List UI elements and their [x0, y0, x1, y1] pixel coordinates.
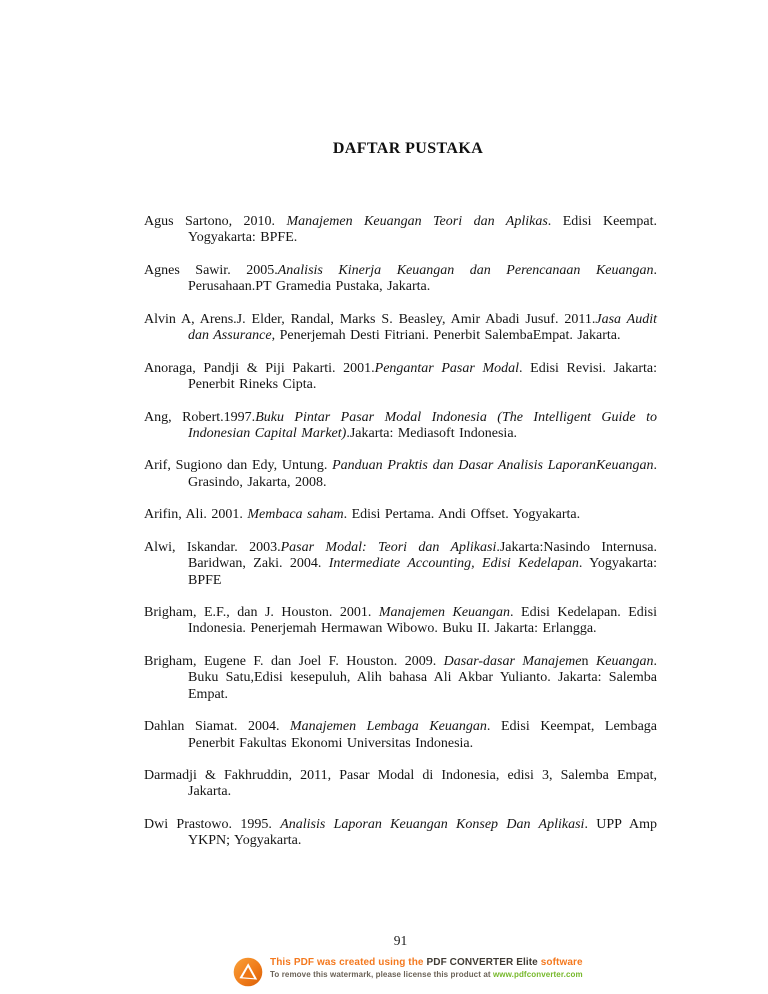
reference-entry — [144, 540, 657, 589]
reference-text: Arif, Sugiono dan Edy, Untung. — [144, 458, 333, 474]
page-number: 91 — [393, 933, 408, 948]
reference-list — [144, 214, 657, 866]
reference-title-italic: Analisis Kinerja Keuangan dan Perencanaan Keuangan — [277, 262, 654, 278]
reference-text: n — [581, 654, 596, 670]
pdf-converter-watermark — [233, 956, 583, 987]
reference-entry — [144, 312, 657, 345]
reference-text: . Edisi Revisi. Jakarta: Penerbit Rineks Cipta. — [188, 360, 657, 392]
reference-title-italic: Membaca saham — [247, 507, 344, 523]
reference-text: Arifin, Ali. 2001. — [144, 507, 248, 523]
reference-text: . UPP Amp YKPN; Yogyakarta. — [188, 816, 657, 849]
watermark-line1-suffix: software — [537, 957, 583, 968]
pdfconverter-link[interactable]: www.pdfconverter.com — [492, 970, 583, 979]
reference-text: Agnes Sawir. 2005. — [144, 262, 278, 278]
reference-title-italic: Keuangan — [595, 654, 654, 670]
reference-text: Alvin A, Arens.J. Elder, Randal, Marks S. Beasley, Amir Abadi Jusuf. 2011. — [144, 311, 596, 327]
reference-entry — [144, 817, 657, 850]
pdf-converter-logo-icon — [233, 957, 263, 987]
reference-title-italic: Manajemen Keuangan Teori dan Aplikas — [286, 214, 548, 229]
watermark-line1-prefix: This PDF was created using the — [270, 957, 427, 968]
watermark-line1 — [270, 957, 583, 968]
reference-text: . Edisi Keempat. Yogyakarta: BPFE. — [188, 214, 658, 246]
reference-entry — [144, 410, 657, 443]
reference-text: Dwi Prastowo. 1995. — [144, 816, 281, 832]
reference-entry — [144, 361, 657, 394]
reference-text: Dahlan Siamat. 2004. — [144, 719, 291, 735]
page-title: DAFTAR PUSTAKA — [332, 139, 484, 157]
watermark-line2 — [270, 970, 583, 979]
reference-title-italic: Manajemen Keuangan — [378, 605, 511, 621]
reference-entry — [144, 507, 657, 523]
reference-title-italic: Pasar Modal: Teori dan Aplikasi — [280, 539, 497, 555]
reference-title-italic: Jasa Audit dan Assurance — [188, 311, 657, 344]
reference-text: . Grasindo, Jakarta, 2008. — [188, 458, 658, 490]
watermark-text — [270, 956, 583, 979]
reference-title-italic: Analisis Laporan Keuangan Konsep Dan Aplikasi — [280, 816, 585, 832]
reference-entry — [144, 605, 657, 638]
reference-title-italic: Dasar-dasar Manajeme — [443, 654, 582, 670]
reference-text: .Jakarta:Nasindo Internusa. Baridwan, Zaki. 2004. — [188, 539, 657, 572]
watermark-product-name: PDF CONVERTER Elite — [426, 957, 538, 968]
reference-title-italic: Panduan Praktis dan Dasar Analisis LaporanKeuangan — [332, 458, 654, 474]
reference-text: . Perusahaan.PT Gramedia Pustaka, Jakarta. — [188, 262, 658, 295]
reference-text: Alwi, Iskandar. 2003. — [144, 539, 281, 555]
reference-title-italic: Buku Pintar Pasar Modal Indonesia (The Intelligent Guide to Indonesian Capital Market) — [188, 409, 657, 441]
reference-text: .Jakarta: Mediasoft Indonesia. — [346, 425, 518, 441]
reference-entry — [144, 263, 657, 296]
reference-title-italic: Intermediate Accounting, Edisi Kedelapan — [328, 556, 579, 572]
reference-entry — [144, 458, 657, 491]
reference-text: . Edisi Pertama. Andi Offset. Yogyakarta. — [343, 507, 581, 523]
reference-title-italic: Manajemen Lembaga Keuangan — [290, 719, 487, 735]
reference-text: , Penerjemah Desti Fitriani. Penerbit SalembaEmpat. Jakarta. — [271, 328, 621, 344]
reference-text: . Yogyakarta: BPFE — [188, 556, 657, 588]
reference-text: Agus Sartono, 2010. — [144, 214, 287, 229]
reference-text: Darmadji & Fakhruddin, 2011, Pasar Modal di Indonesia, edisi 3, Salemba Empat, Jakarta. — [144, 768, 657, 800]
reference-text: . Buku Satu,Edisi kesepuluh, Alih bahasa Ali Akbar Yulianto. Jakarta: Salemba Empat. — [188, 654, 657, 702]
reference-text: . Edisi Keempat, Lembaga Penerbit Fakultas Ekonomi Universitas Indonesia. — [188, 719, 657, 751]
reference-title-italic: Pengantar Pasar Modal — [374, 360, 520, 376]
reference-entry — [144, 214, 657, 247]
reference-text: Ang, Robert.1997. — [144, 409, 256, 425]
watermark-line2-text: To remove this watermark, please license this product at — [270, 970, 493, 979]
reference-text: . Edisi Kedelapan. Edisi Indonesia. Penerjemah Hermawan Wibowo. Buku II. Jakarta: Erlangga. — [188, 605, 657, 637]
reference-entry — [144, 768, 657, 801]
reference-entry — [144, 654, 657, 703]
reference-entry — [144, 719, 657, 752]
reference-text: Anoraga, Pandji & Piji Pakarti. 2001. — [144, 360, 375, 376]
reference-text: Brigham, E.F., dan J. Houston. 2001. — [144, 605, 379, 621]
reference-text: Brigham, Eugene F. dan Joel F. Houston. 2009. — [144, 654, 444, 670]
